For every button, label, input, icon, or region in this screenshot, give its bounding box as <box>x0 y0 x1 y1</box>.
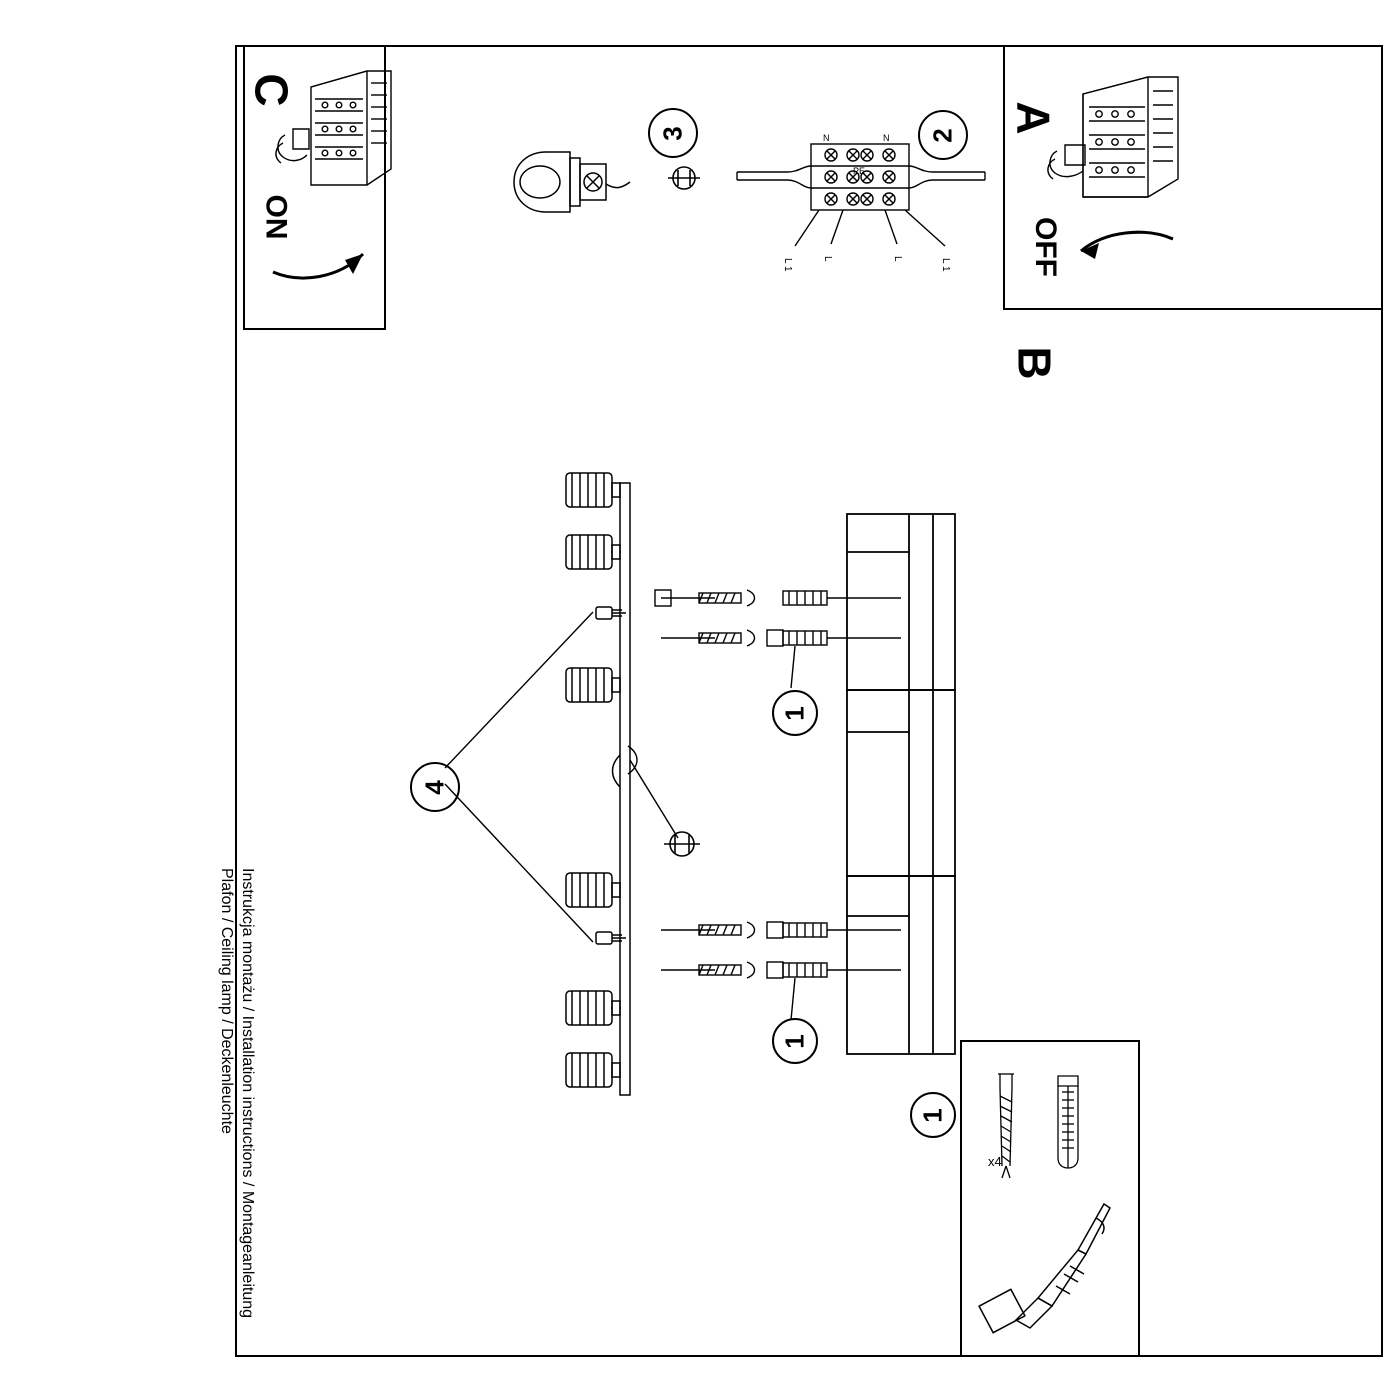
arrow-down-icon <box>1065 225 1185 285</box>
svg-text:L 1: L 1 <box>940 258 951 272</box>
wiring-terminal-diagram-icon <box>735 132 1065 272</box>
step-4-leader-lines <box>425 600 625 960</box>
svg-text:L: L <box>822 256 833 262</box>
step-1-badge-upper: 1 <box>772 690 818 736</box>
lamp-head-adjust-icon <box>508 146 638 226</box>
svg-text:PE: PE <box>853 166 866 176</box>
step-2-badge: 2 <box>918 110 968 160</box>
panel-parts-1 <box>917 1040 1140 1357</box>
step-4-badge: 4 <box>410 762 460 812</box>
power-drill-icon <box>978 1202 1128 1332</box>
title-line-2: Plafon / Ceiling lamp / Deckenleuchte <box>218 868 235 1134</box>
step-3-badge: 3 <box>648 108 698 158</box>
bracket-leader-line <box>622 742 692 852</box>
svg-text:N: N <box>883 133 890 143</box>
svg-text:L: L <box>892 256 903 262</box>
sheet-title <box>198 868 258 1319</box>
svg-text:L 1: L 1 <box>782 258 793 272</box>
ceiling-mounting-plate-icon <box>845 512 965 1057</box>
panel-c <box>243 45 386 330</box>
part-1-badge: 1 <box>910 1092 956 1138</box>
panel-a-state-label: OFF <box>1029 217 1062 277</box>
terminal-block-switch-hand-icon <box>275 57 395 237</box>
panel-b-letter: B <box>1008 346 1061 380</box>
screwdriver-symbol-icon <box>664 158 704 198</box>
title-line-1: Instrukcja montażu / Installation instructions / Montageanleitung <box>239 868 256 1319</box>
panel-c-letter: C <box>245 73 298 107</box>
step-1-badge-lower: 1 <box>772 1018 818 1064</box>
wall-plug-icon <box>1044 1072 1094 1172</box>
panel-a-letter: A <box>1007 101 1060 135</box>
svg-text:N: N <box>823 133 830 143</box>
quantity-label: x4 <box>988 1154 1002 1169</box>
panel-c-state-label: ON <box>259 194 293 240</box>
arrow-up-icon <box>267 232 377 287</box>
